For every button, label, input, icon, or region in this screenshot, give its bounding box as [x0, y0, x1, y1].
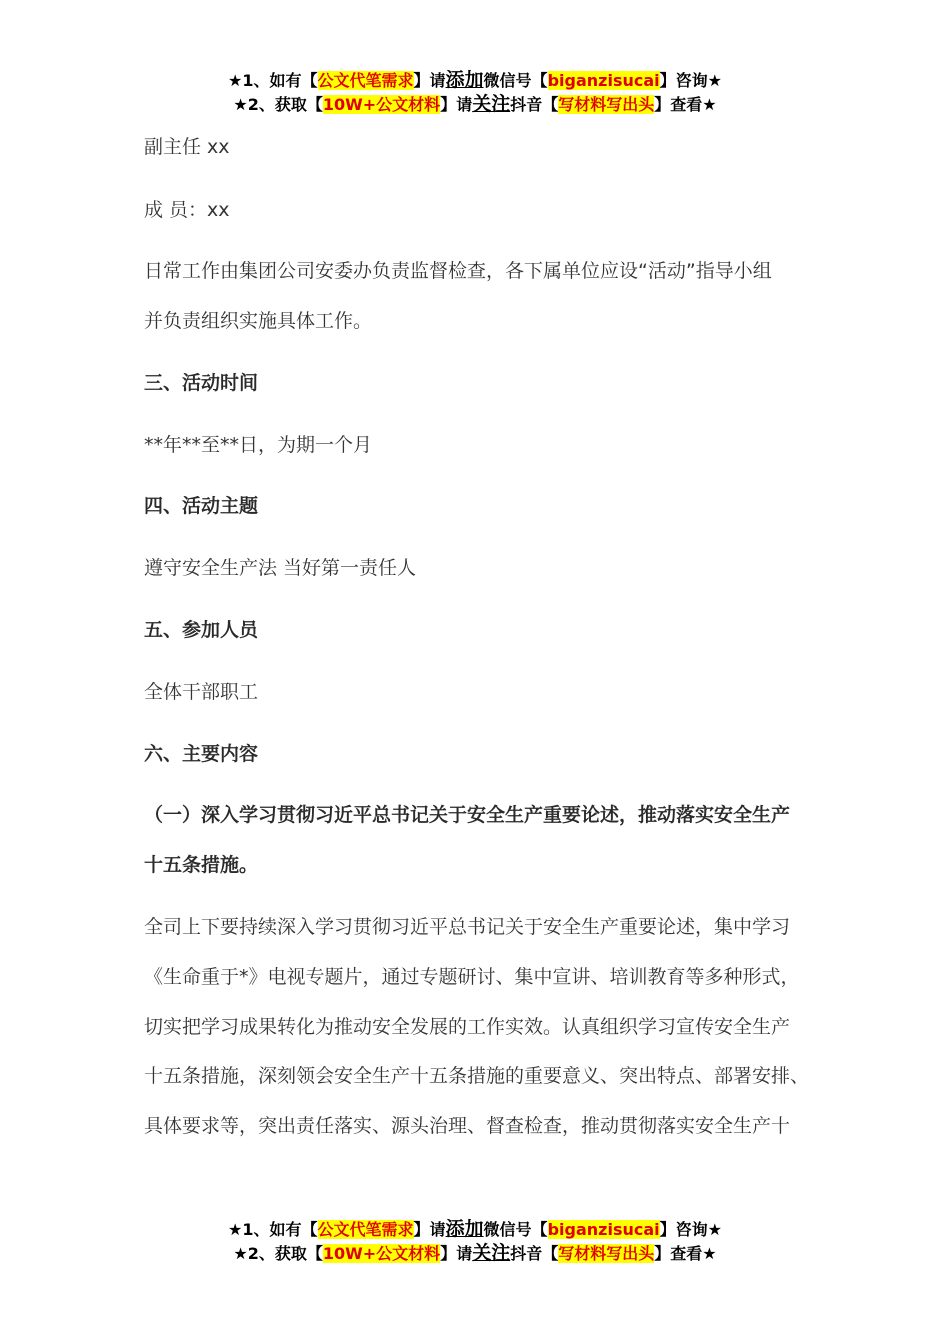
banner-highlight: 公文代笔需求 — [317, 1220, 414, 1239]
banner-text: ★2、获取【 — [233, 1244, 323, 1263]
banner-text: 】请 — [413, 1220, 446, 1239]
banner-text: 】查看★ — [654, 95, 717, 114]
section-heading: 三、活动时间 — [144, 372, 259, 394]
paragraph: 具体要求等，突出责任落实、源头治理、督查检查，推动贯彻落实安全生产十 — [144, 1115, 791, 1137]
banner-text: 】请 — [413, 71, 446, 90]
paragraph: 日常工作由集团公司安委办负责监督检查，各下属单位应设“活动”指导小组 — [144, 260, 772, 282]
subsection-heading: 十五条措施。 — [144, 854, 259, 876]
paragraph: 副主任 xx — [144, 136, 230, 158]
banner-highlight: 公文代笔需求 — [317, 71, 414, 90]
banner-text: 】查看★ — [654, 1244, 717, 1263]
paragraph: 全司上下要持续深入学习贯彻习近平总书记关于安全生产重要论述，集中学习 — [144, 916, 791, 938]
banner-emphasis: 添加 — [445, 69, 484, 91]
banner-text: 抖音【 — [510, 1244, 559, 1263]
banner-douyin-id: 写材料写出头 — [558, 95, 655, 114]
paragraph: 《生命重于*》电视专题片，通过专题研讨、集中宣讲、培训教育等多种形式， — [144, 966, 800, 988]
banner-text: 微信号【 — [483, 1220, 548, 1239]
banner-wechat-id: biganzisucai — [547, 1220, 660, 1239]
banner-text: 抖音【 — [510, 95, 559, 114]
paragraph: 遵守安全生产法 当好第一责任人 — [144, 557, 417, 579]
banner-emphasis: 关注 — [472, 1242, 511, 1264]
banner-emphasis: 关注 — [472, 93, 511, 115]
paragraph: 成 员：xx — [144, 199, 230, 221]
banner-text: 微信号【 — [483, 71, 548, 90]
banner-text: ★1、如有【 — [228, 71, 318, 90]
bottom-banner — [0, 1217, 950, 1265]
banner-highlight: 10W+公文材料 — [322, 1244, 441, 1263]
section-heading: 五、参加人员 — [144, 619, 259, 641]
banner-line-2 — [0, 92, 950, 116]
banner-text: ★2、获取【 — [233, 95, 323, 114]
subsection-heading: （一）深入学习贯彻习近平总书记关于安全生产重要论述，推动落实安全生产 — [144, 804, 791, 826]
banner-highlight: 10W+公文材料 — [322, 95, 441, 114]
banner-wechat-id: biganzisucai — [547, 71, 660, 90]
paragraph: 并负责组织实施具体工作。 — [144, 310, 373, 332]
banner-text: 】咨询★ — [659, 1220, 722, 1239]
top-banner — [0, 68, 950, 116]
paragraph: 十五条措施，深刻领会安全生产十五条措施的重要意义、突出特点、部署安排、 — [144, 1065, 810, 1087]
banner-text: 】请 — [440, 1244, 473, 1263]
paragraph: **年**至**日，为期一个月 — [144, 434, 373, 456]
banner-line-1 — [0, 68, 950, 92]
banner-emphasis: 添加 — [445, 1218, 484, 1240]
section-heading: 六、主要内容 — [144, 743, 259, 765]
banner-text: ★1、如有【 — [228, 1220, 318, 1239]
paragraph: 全体干部职工 — [144, 681, 259, 703]
banner-text: 】咨询★ — [659, 71, 722, 90]
paragraph: 切实把学习成果转化为推动安全发展的工作实效。认真组织学习宣传安全生产 — [144, 1016, 791, 1038]
banner-line-1 — [0, 1217, 950, 1241]
banner-douyin-id: 写材料写出头 — [558, 1244, 655, 1263]
section-heading: 四、活动主题 — [144, 495, 259, 517]
banner-text: 】请 — [440, 95, 473, 114]
banner-line-2 — [0, 1241, 950, 1265]
